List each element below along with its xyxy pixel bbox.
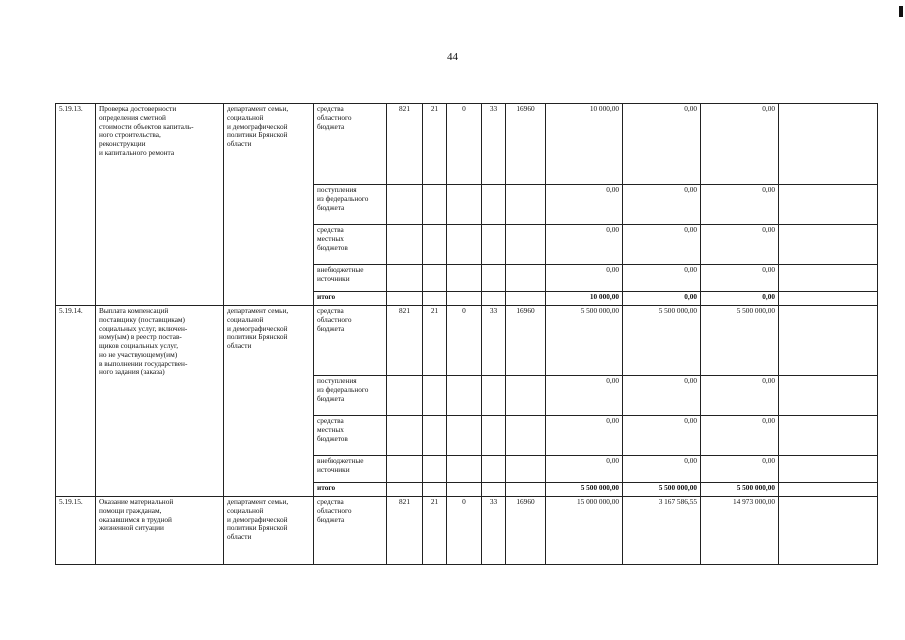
- code-om: 33: [482, 104, 506, 185]
- code-direction: [506, 265, 546, 292]
- amount-year-2: 0,00: [623, 225, 701, 265]
- funding-source: внебюджетные источники: [314, 456, 387, 483]
- item-executor: департамент семьи, социальной и демографической политики Брянской области: [224, 104, 314, 306]
- funding-source: внебюджетные источники: [314, 265, 387, 292]
- result-cell: [779, 416, 878, 456]
- funding-source: средства областного бюджета: [314, 497, 387, 565]
- item-number: 5.19.15.: [56, 497, 96, 565]
- code-gr: 821: [387, 497, 423, 565]
- amount-year-1: 5 500 000,00: [546, 306, 623, 376]
- code-gr: [387, 376, 423, 416]
- result-cell: [779, 104, 878, 185]
- code-pgp: 0: [447, 104, 482, 185]
- amount-year-3: 0,00: [701, 292, 779, 306]
- code-gp: 21: [423, 497, 447, 565]
- code-gr: [387, 483, 423, 497]
- code-pgp: [447, 185, 482, 225]
- amount-year-3: 0,00: [701, 265, 779, 292]
- amount-year-2: 0,00: [623, 292, 701, 306]
- amount-year-2: 3 167 586,55: [623, 497, 701, 565]
- scan-edge-mark: [899, 6, 903, 17]
- funding-source: поступления из федерального бюджета: [314, 376, 387, 416]
- amount-year-1: 10 000,00: [546, 292, 623, 306]
- code-gr: [387, 416, 423, 456]
- result-cell: [779, 376, 878, 416]
- code-om: [482, 456, 506, 483]
- amount-year-2: 0,00: [623, 265, 701, 292]
- code-gp: [423, 185, 447, 225]
- amount-year-2: 0,00: [623, 376, 701, 416]
- code-direction: 16960: [506, 104, 546, 185]
- code-pgp: 0: [447, 497, 482, 565]
- code-gp: [423, 416, 447, 456]
- amount-year-3: 0,00: [701, 104, 779, 185]
- amount-year-2: 5 500 000,00: [623, 483, 701, 497]
- code-direction: [506, 416, 546, 456]
- amount-year-3: 5 500 000,00: [701, 483, 779, 497]
- table-row: [56, 104, 878, 185]
- code-pgp: [447, 225, 482, 265]
- code-direction: 16960: [506, 306, 546, 376]
- result-cell: [779, 265, 878, 292]
- table-body: [56, 104, 878, 565]
- funding-source: поступления из федерального бюджета: [314, 185, 387, 225]
- code-direction: [506, 483, 546, 497]
- code-direction: [506, 376, 546, 416]
- item-name: Проверка достоверности определения сметной стоимости объектов капиталь- ного строительства, реконструкции и капитального ремонта: [96, 104, 224, 306]
- code-gp: [423, 456, 447, 483]
- item-number: 5.19.14.: [56, 306, 96, 497]
- program-table: [55, 103, 878, 565]
- result-cell: [779, 483, 878, 497]
- result-cell: [779, 225, 878, 265]
- amount-year-2: 0,00: [623, 104, 701, 185]
- item-executor: департамент семьи, социальной и демографической политики Брянской области: [224, 497, 314, 565]
- amount-year-1: 5 500 000,00: [546, 483, 623, 497]
- code-gr: [387, 225, 423, 265]
- code-direction: [506, 292, 546, 306]
- amount-year-1: 0,00: [546, 185, 623, 225]
- amount-year-1: 0,00: [546, 376, 623, 416]
- funding-source: итого: [314, 483, 387, 497]
- code-gp: [423, 376, 447, 416]
- code-pgp: [447, 456, 482, 483]
- funding-source: итого: [314, 292, 387, 306]
- result-cell: [779, 185, 878, 225]
- funding-source: средства областного бюджета: [314, 104, 387, 185]
- code-om: 33: [482, 306, 506, 376]
- amount-year-1: 0,00: [546, 416, 623, 456]
- amount-year-3: 5 500 000,00: [701, 306, 779, 376]
- code-pgp: [447, 265, 482, 292]
- code-gr: 821: [387, 104, 423, 185]
- amount-year-1: 0,00: [546, 265, 623, 292]
- code-gr: 821: [387, 306, 423, 376]
- result-cell: [779, 456, 878, 483]
- code-om: [482, 185, 506, 225]
- code-gp: [423, 292, 447, 306]
- code-direction: [506, 225, 546, 265]
- amount-year-3: 0,00: [701, 416, 779, 456]
- code-gr: [387, 185, 423, 225]
- code-gp: 21: [423, 306, 447, 376]
- code-gr: [387, 456, 423, 483]
- amount-year-1: 0,00: [546, 456, 623, 483]
- result-cell: [779, 306, 878, 376]
- code-om: [482, 292, 506, 306]
- funding-source: средства местных бюджетов: [314, 225, 387, 265]
- amount-year-1: 0,00: [546, 225, 623, 265]
- item-executor: департамент семьи, социальной и демографической политики Брянской области: [224, 306, 314, 497]
- code-om: [482, 265, 506, 292]
- amount-year-2: 0,00: [623, 185, 701, 225]
- amount-year-2: 0,00: [623, 456, 701, 483]
- amount-year-1: 10 000,00: [546, 104, 623, 185]
- amount-year-2: 0,00: [623, 416, 701, 456]
- code-direction: 16960: [506, 497, 546, 565]
- code-om: [482, 483, 506, 497]
- code-om: 33: [482, 497, 506, 565]
- code-om: [482, 416, 506, 456]
- funding-source: средства местных бюджетов: [314, 416, 387, 456]
- code-pgp: [447, 376, 482, 416]
- result-cell: [779, 292, 878, 306]
- amount-year-3: 0,00: [701, 376, 779, 416]
- code-gp: [423, 225, 447, 265]
- code-gp: 21: [423, 104, 447, 185]
- code-om: [482, 376, 506, 416]
- amount-year-3: 0,00: [701, 185, 779, 225]
- amount-year-3: 0,00: [701, 456, 779, 483]
- result-cell: [779, 497, 878, 565]
- item-name: Оказание материальной помощи гражданам, оказавшимся в трудной жизненной ситуации: [96, 497, 224, 565]
- code-direction: [506, 185, 546, 225]
- funding-source: средства областного бюджета: [314, 306, 387, 376]
- table-row: [56, 497, 878, 565]
- code-pgp: [447, 483, 482, 497]
- amount-year-2: 5 500 000,00: [623, 306, 701, 376]
- code-gp: [423, 483, 447, 497]
- code-gr: [387, 265, 423, 292]
- code-om: [482, 225, 506, 265]
- amount-year-3: 14 973 000,00: [701, 497, 779, 565]
- amount-year-3: 0,00: [701, 225, 779, 265]
- amount-year-1: 15 000 000,00: [546, 497, 623, 565]
- table-row: [56, 306, 878, 376]
- page-number: 44: [447, 51, 458, 63]
- code-gr: [387, 292, 423, 306]
- item-number: 5.19.13.: [56, 104, 96, 306]
- code-pgp: [447, 292, 482, 306]
- code-direction: [506, 456, 546, 483]
- code-pgp: 0: [447, 306, 482, 376]
- item-name: Выплата компенсаций поставщику (поставщикам) социальных услуг, включен- ному(ым) в реестр постав- щиков социальных услуг, но не участвующему(им) в выполнении государствен- ного задания (заказа): [96, 306, 224, 497]
- code-gp: [423, 265, 447, 292]
- code-pgp: [447, 416, 482, 456]
